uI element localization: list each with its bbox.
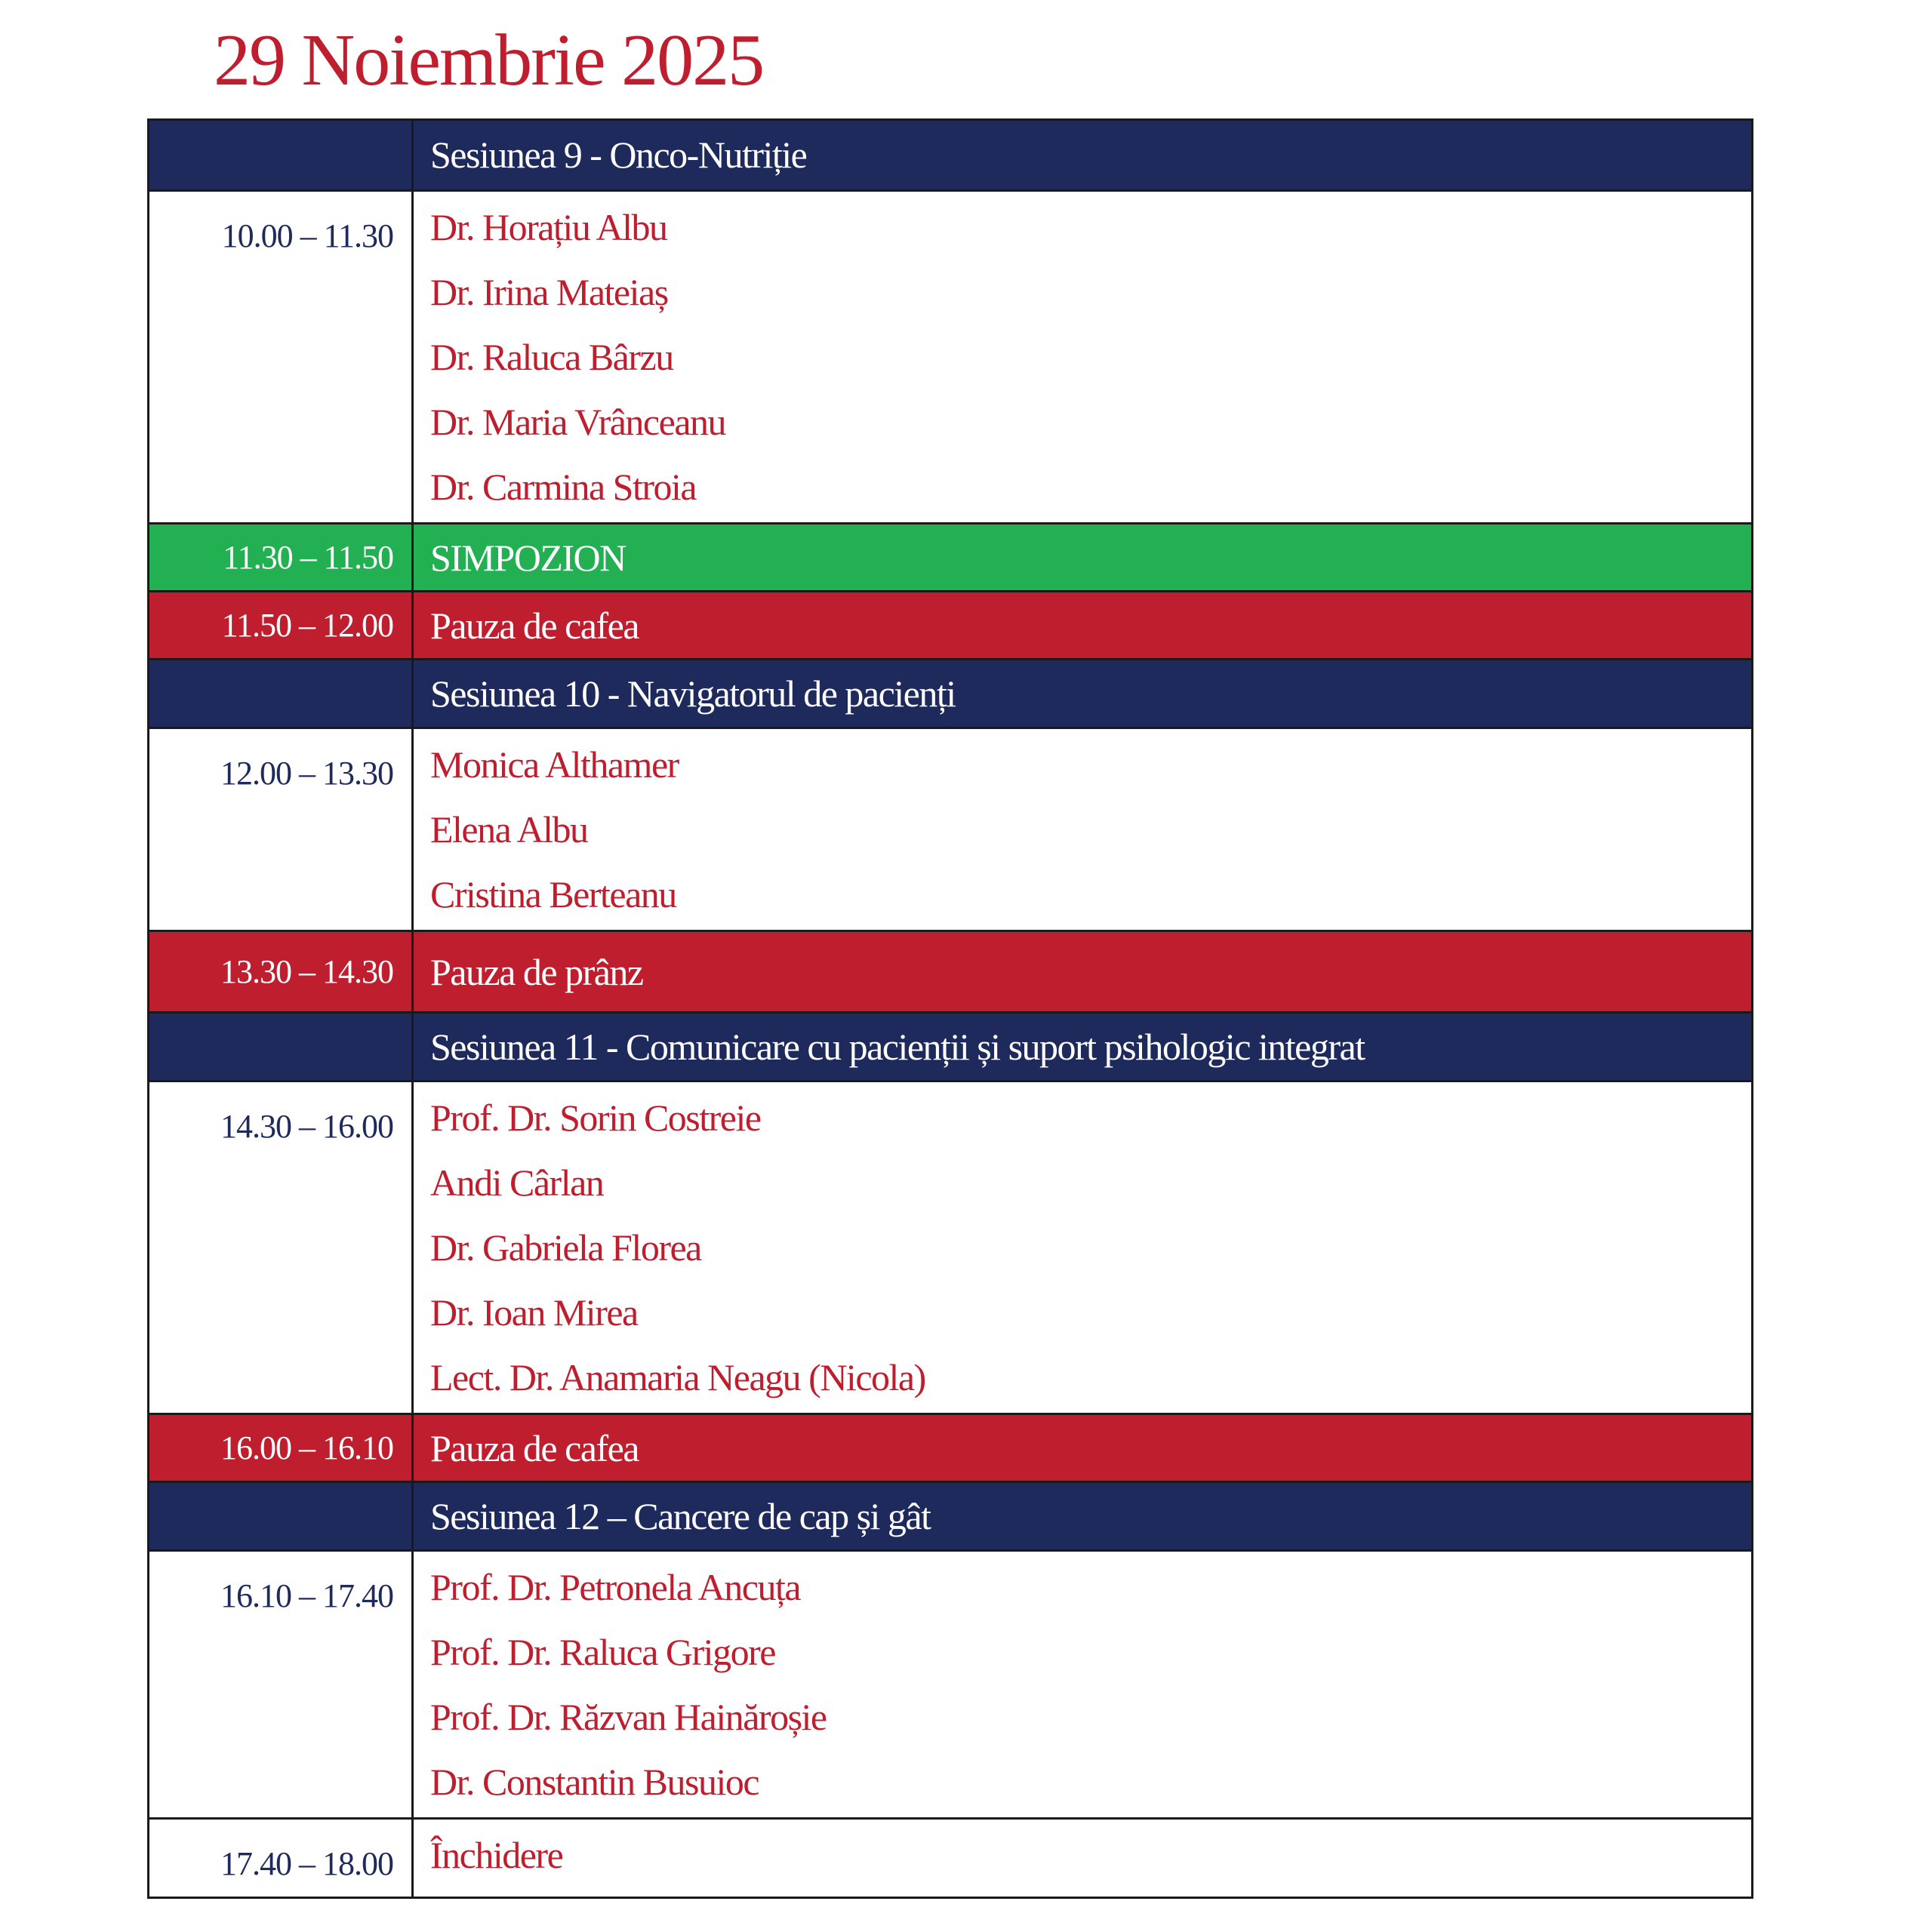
session-header-row [149,658,1751,727]
schedule-row [149,1549,1751,1817]
session-header-row [149,1481,1751,1549]
schedule-row [149,1080,1751,1413]
time-label: 10.00 – 11.30 [221,217,393,254]
time-slot [149,525,414,590]
session-title: Sesiunea 9 - Onco-Nutriție [430,134,807,176]
session-title: Sesiunea 11 - Comunicare cu pacienții și suport psihologic integrat [430,1025,1365,1068]
time-label: 11.30 – 11.50 [223,539,393,576]
speaker-name: Dr. Ioan Mirea [430,1291,638,1334]
speaker-name: Dr. Gabriela Florea [430,1226,701,1269]
slot-content [414,192,1751,522]
time-label: 13.30 – 14.30 [220,953,393,990]
speaker-name: Dr. Horațiu Albu [430,206,667,248]
time-label: 17.40 – 18.00 [220,1845,393,1882]
time-slot [149,1415,414,1481]
slot-content [414,1014,1751,1080]
speaker-name: Elena Albu [430,808,588,851]
slot-title: Pauza de prânz [430,950,643,993]
slot-content [414,1082,1751,1413]
slot-content [414,525,1751,590]
time-slot [149,192,414,522]
time-label: 11.50 – 12.00 [221,607,393,644]
time-label: 16.10 – 17.40 [220,1577,393,1614]
schedule-table [147,118,1753,1899]
time-slot [149,592,414,658]
time-slot [149,660,414,727]
slot-content [414,121,1751,189]
speaker-name: Prof. Dr. Sorin Costreie [430,1097,761,1139]
speaker-name: Prof. Dr. Răzvan Hainăroșie [430,1696,827,1738]
slot-title: SIMPOZION [430,536,626,579]
slot-title: Pauza de cafea [430,604,639,647]
time-label: 12.00 – 13.30 [220,755,393,792]
slot-content [414,1483,1751,1549]
session-header-row [149,1011,1751,1080]
time-slot [149,1552,414,1817]
symposium-row [149,522,1751,590]
speaker-name: Lect. Dr. Anamaria Neagu (Nicola) [430,1356,925,1398]
slot-content [414,1415,1751,1481]
speaker-name: Cristina Berteanu [430,873,676,915]
time-slot [149,1082,414,1413]
slot-content [414,592,1751,658]
speaker-name: Dr. Carmina Stroia [430,466,697,508]
time-slot [149,932,414,1011]
speaker-name: Prof. Dr. Raluca Grigore [430,1631,775,1673]
schedule-row [149,189,1751,522]
schedule-row [149,727,1751,930]
time-label: 14.30 – 16.00 [220,1108,393,1145]
break-row [149,930,1751,1011]
time-label: 16.00 – 16.10 [220,1429,393,1466]
time-slot [149,121,414,189]
time-slot [149,1483,414,1549]
slot-content [414,932,1751,1011]
speaker-name: Dr. Constantin Busuioc [430,1761,759,1803]
time-slot [149,1014,414,1080]
time-slot [149,729,414,930]
speaker-name: Închidere [430,1834,563,1876]
slot-content [414,1552,1751,1817]
slot-content [414,1820,1751,1897]
speaker-name: Prof. Dr. Petronela Ancuța [430,1566,801,1608]
break-row [149,590,1751,658]
session-title: Sesiunea 12 – Cancere de cap și gât [430,1494,931,1537]
slot-content [414,729,1751,930]
speaker-name: Dr. Maria Vrânceanu [430,401,726,443]
page-title: 29 Noiembrie 2025 [214,20,764,101]
session-header-row [149,121,1751,189]
schedule-row [149,1817,1751,1897]
time-slot [149,1820,414,1897]
break-row [149,1413,1751,1481]
speaker-name: Monica Althamer [430,743,679,786]
session-title: Sesiunea 10 - Navigatorul de pacienți [430,672,956,715]
speaker-name: Dr. Raluca Bârzu [430,336,673,378]
slot-content [414,660,1751,727]
speaker-name: Andi Cârlan [430,1161,604,1204]
speaker-name: Dr. Irina Mateiaș [430,271,668,313]
slot-title: Pauza de cafea [430,1426,639,1469]
